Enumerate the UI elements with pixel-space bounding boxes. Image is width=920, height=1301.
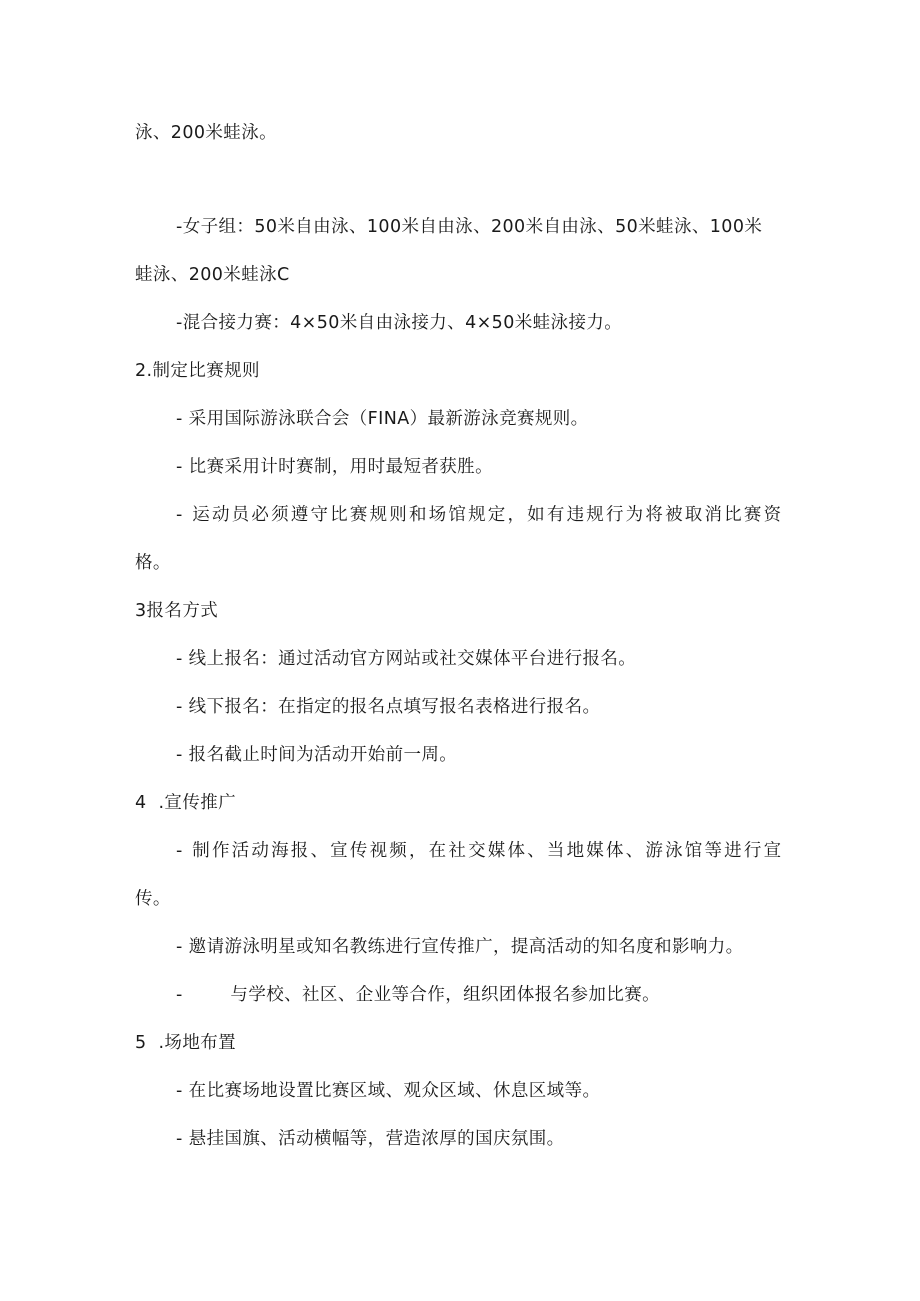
text-line-rules-fina: - 采用国际游泳联合会（FINA）最新游泳竞赛规则。 (176, 409, 589, 429)
text-line-promotion-materials: - 制作活动海报、宣传视频，在社交媒体、当地媒体、游泳馆等进行宣 (176, 841, 784, 861)
text-line-registration-online: - 线上报名：通过活动官方网站或社交媒体平台进行报名。 (176, 649, 637, 669)
text-line-rules-conduct-cont: 格。 (135, 553, 171, 573)
text-line-rules-conduct: - 运动员必须遵守比赛规则和场馆规定，如有违规行为将被取消比赛资 (176, 505, 784, 525)
section-heading-promotion: 4 .宣传推广 (135, 793, 237, 813)
text-line-promotion-partners: - 与学校、社区、企业等合作，组织团体报名参加比赛。 (176, 985, 661, 1005)
section-heading-rules: 2.制定比赛规则 (135, 361, 260, 381)
text-line-women-group-cont: 蛙泳、200米蛙泳C (135, 265, 290, 285)
text-line-venue-decoration: - 悬挂国旗、活动横幅等，营造浓厚的国庆氛围。 (176, 1129, 565, 1149)
text-line-rules-timing: - 比赛采用计时赛制，用时最短者获胜。 (176, 457, 493, 477)
text-line-registration-deadline: - 报名截止时间为活动开始前一周。 (176, 745, 458, 765)
text-line-venue-areas: - 在比赛场地设置比赛区域、观众区域、休息区域等。 (176, 1081, 601, 1101)
section-heading-registration: 3报名方式 (135, 601, 219, 621)
text-line-women-group: -女子组：50米自由泳、100米自由泳、200米自由泳、50米蛙泳、100米 (176, 217, 763, 237)
text-line-continuation: 泳、200米蛙泳。 (135, 123, 278, 143)
text-line-promotion-celebrities: - 邀请游泳明星或知名教练进行宣传推广，提高活动的知名度和影响力。 (176, 937, 744, 957)
text-line-promotion-materials-cont: 传。 (135, 889, 171, 909)
text-line-relay: -混合接力赛：4×50米自由泳接力、4×50米蛙泳接力。 (176, 313, 623, 333)
text-line-registration-offline: - 线下报名：在指定的报名点填写报名表格进行报名。 (176, 697, 601, 717)
section-heading-venue: 5 .场地布置 (135, 1033, 237, 1053)
